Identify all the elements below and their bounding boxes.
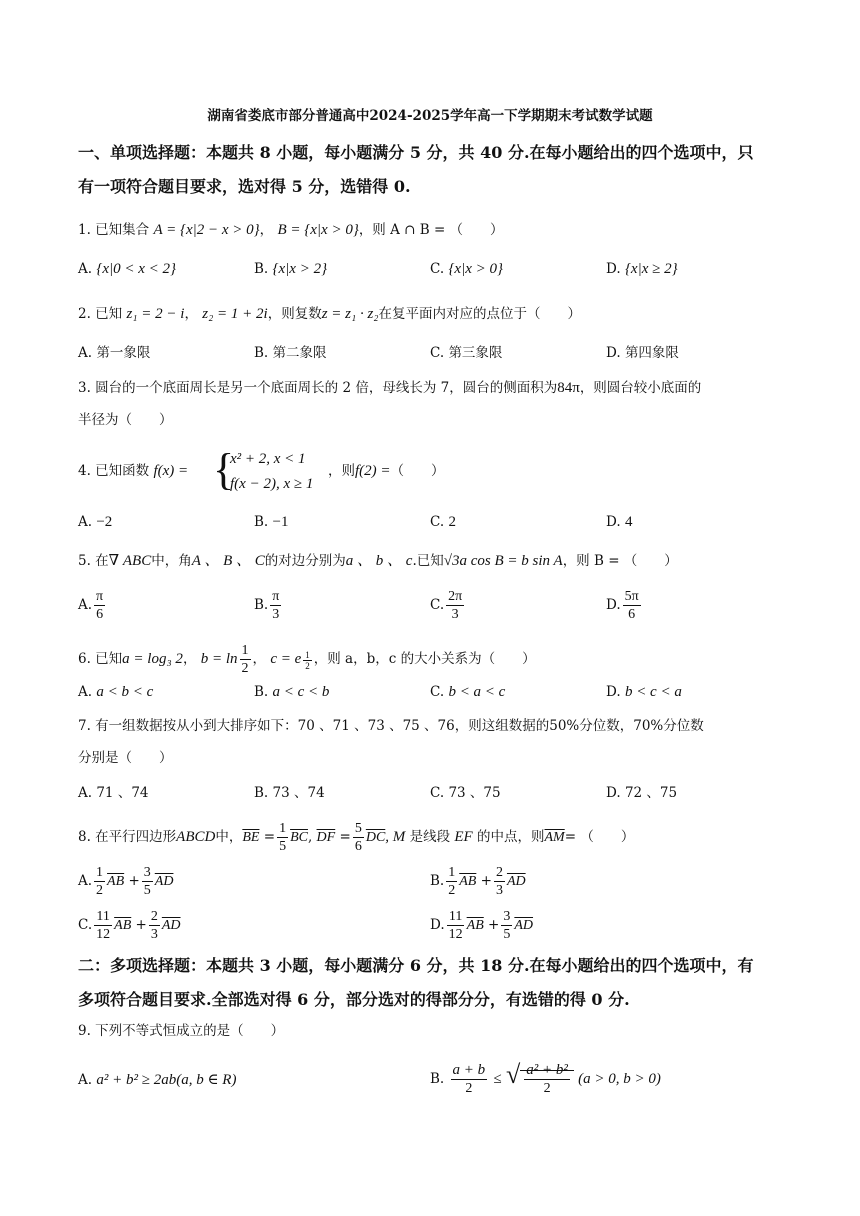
q5-option-d-den: 6 xyxy=(628,607,636,622)
q8-option-b-v2: $\overline{AD}$ xyxy=(506,874,526,889)
q5-option-c-label: C. xyxy=(430,597,445,613)
q7-option-b-label: B. xyxy=(254,785,269,801)
question-3-line2: 半径为（ ） xyxy=(78,412,173,428)
q8-be-den: 5 xyxy=(279,839,287,854)
q6-option-c-text: b < a < c xyxy=(448,684,506,700)
exam-title: 湖南省娄底市部分普通高中2024-2025学年高一下学期期末考试数学试题 xyxy=(207,108,653,124)
q9-option-b-rad-den: 2 xyxy=(543,1081,551,1096)
q6-c-exp-num: 1 xyxy=(305,649,310,660)
q8-option-a-n2: 3 xyxy=(143,865,151,880)
q9-option-a-text: a² + b² ≥ 2ab(a, b ∈ R) xyxy=(96,1072,237,1088)
q8-option-b-d1: 2 xyxy=(448,883,456,898)
q8-option-a-d1: 2 xyxy=(96,883,104,898)
q5-option-a-fraction xyxy=(94,588,105,623)
section2-heading-line2: 多项符合题目要求.全部选对得 6 分，部分选对的得部分分，有选错的得 0 分. xyxy=(78,990,630,1009)
question-4-stem-left xyxy=(78,461,188,481)
q8-vec-be: $\overline{BE}$ xyxy=(242,830,260,845)
q6-option-d[interactable] xyxy=(606,682,682,702)
q7-option-d[interactable] xyxy=(606,783,677,803)
q6-b-num: 1 xyxy=(241,643,249,658)
q6-option-a-label: A. xyxy=(78,684,93,700)
q6-option-d-label: D. xyxy=(606,684,621,700)
q8-option-a-frac2 xyxy=(142,864,153,899)
q1-option-c-text: {x|x > 0} xyxy=(448,261,503,277)
q8-seg: 是线段 xyxy=(409,829,451,845)
q5-option-b-num: π xyxy=(272,589,280,604)
q8-option-c-n1: 11 xyxy=(96,909,110,924)
question-3-line1 xyxy=(78,378,701,398)
q8-option-d-d2: 5 xyxy=(503,927,511,942)
q1-option-b[interactable] xyxy=(254,259,327,279)
q1-set-a: A = {x|2 − x > 0} xyxy=(153,222,260,238)
q8-option-c-frac2 xyxy=(149,908,160,943)
question-8-stem: 8. 在平行四边形ABCD中，$\overline{BE}$ = $\frac{1}{5}$ $\overline{BC}$, $\overline{DF}$ = $\frac{5}{6}$ $\overline{DC}$, M 是线段 EF 的中点，则$\overline{AM}=$ （ ） xyxy=(78,821,635,854)
q1-option-d[interactable] xyxy=(606,259,678,279)
question-1-stem: 1. 已知集合 A = {x|2 − x > 0}， B = {x|x > 0}，则 A ∩ B = （ ） xyxy=(78,222,504,238)
q8-option-c-v2: $\overline{AD}$ xyxy=(161,918,181,933)
q2-option-b-label: B. xyxy=(254,345,269,361)
q4-tail: ，则 xyxy=(328,463,355,479)
q8-option-d-label: D. xyxy=(430,917,445,933)
q8-option-b-v1: $\overline{AB}$ xyxy=(459,874,477,889)
q5-mid3: .已知 xyxy=(412,553,444,569)
q5-mid1: 中，角 xyxy=(151,553,192,569)
q9-option-a[interactable] xyxy=(78,1070,236,1090)
q5-option-c-den: 3 xyxy=(451,607,459,622)
q4-option-d[interactable] xyxy=(606,512,632,532)
q5-mid2: 的对边分别为 xyxy=(264,553,346,569)
q4-case-1: x² + 2, x < 1 xyxy=(230,451,306,467)
q5-option-b-den: 3 xyxy=(272,607,280,622)
q8-option-a-v2: $\overline{AD}$ xyxy=(154,874,174,889)
q8-option-a-frac1 xyxy=(94,864,105,899)
q8-mid2: 的中点，则 xyxy=(477,829,545,845)
q2-stem-text: 2. 已知 xyxy=(78,306,123,322)
q8-ef: EF xyxy=(454,829,473,845)
q8-df-den: 6 xyxy=(354,839,362,854)
q2-z1: z₁ = 2 − i xyxy=(126,306,185,322)
q5-condition: √3a cos B = b sin A xyxy=(443,553,563,569)
q4-option-b[interactable] xyxy=(254,512,288,532)
q8-option-d-frac2 xyxy=(501,908,512,943)
q4-fx: f(x) = xyxy=(153,463,189,479)
q2-option-c-text: 第三象限 xyxy=(448,345,503,361)
q5-option-b[interactable] xyxy=(254,588,283,623)
q8-option-a-v1: $\overline{AB}$ xyxy=(107,874,125,889)
q8-option-b-n2: 2 xyxy=(495,865,503,880)
q8-be-num: 1 xyxy=(279,821,287,836)
q2-option-d[interactable] xyxy=(606,343,679,363)
q9-option-b-le: ≤ xyxy=(493,1071,502,1087)
q1-option-a-label: A. xyxy=(78,261,93,277)
q6-option-a[interactable] xyxy=(78,682,153,702)
q8-option-b-label: B. xyxy=(430,873,445,889)
q8-option-d-frac1 xyxy=(447,908,465,943)
q8-option-a-label: A. xyxy=(78,873,93,889)
q2-z2: z₂ = 1 + 2i xyxy=(202,306,268,322)
q5-option-d[interactable] xyxy=(606,588,643,623)
q8-vec-dc: $\overline{DC}$ xyxy=(365,830,386,845)
q4-f2: f(2) = xyxy=(355,463,391,479)
question-2-stem: 2. 已知 z₁ = 2 − i， z₂ = 1 + 2i，则复数z = z₁ · z₂在复平面内对应的点位于（ ） xyxy=(78,306,582,322)
q4-option-d-text: 4 xyxy=(624,514,633,530)
q4-case-2: f(x − 2), x ≥ 1 xyxy=(230,476,314,492)
q6-stem-text: 6. 已知 xyxy=(78,651,123,667)
q1-set-b: B = {x|x > 0} xyxy=(277,222,359,238)
q9-option-b[interactable] xyxy=(430,1062,661,1097)
section1-heading-line1: 一、单项选择题：本题共 8 小题，每小题满分 5 分，共 40 分.在每小题给出的四个选项中，只 xyxy=(78,143,754,162)
q6-c-exponent xyxy=(303,650,312,671)
q7-option-d-label: D. xyxy=(606,785,621,801)
q8-stem-text: 8. 在平行四边形 xyxy=(78,829,177,845)
q7-option-a-label: A. xyxy=(78,785,93,801)
q4-option-b-label: B. xyxy=(254,514,269,530)
q9-option-b-rad-fraction xyxy=(524,1062,570,1097)
q2-option-c-label: C. xyxy=(430,345,445,361)
q6-option-d-text: b < c < a xyxy=(624,684,682,700)
q8-option-a[interactable]: A. $\frac{1}{2}$ $\overline{AB}$ + $\frac{3}{5}$ $\overline{AD}$ xyxy=(78,865,174,898)
q4-stem-text: 4. 已知函数 xyxy=(78,463,150,479)
q9-option-b-left-fraction xyxy=(451,1062,488,1097)
q6-b-prefix: b = ln xyxy=(200,651,238,667)
q5-stem-text: 5. 在 xyxy=(78,553,109,569)
q4-left-brace: { xyxy=(213,445,235,494)
q6-a: a = log₃ 2 xyxy=(122,651,183,667)
q8-option-b-n1: 1 xyxy=(448,865,456,880)
q4-option-c-label: C. xyxy=(430,514,445,530)
q4-option-b-text: −1 xyxy=(272,514,289,530)
q5-tail: ，则 B = （ ） xyxy=(562,553,678,569)
q6-c: c = e xyxy=(270,651,302,667)
q5-option-d-fraction xyxy=(623,588,641,623)
q9-option-b-label: B. xyxy=(430,1071,445,1087)
section2-heading-line1: 二：多项选择题：本题共 3 小题，每小题满分 6 分，共 18 分.在每小题给出的四个选项中，有 xyxy=(78,956,754,975)
q5-option-c[interactable] xyxy=(430,588,466,623)
q4-option-a[interactable] xyxy=(78,512,112,532)
question-4-stem-right xyxy=(328,461,445,481)
q5-option-d-label: D. xyxy=(606,597,621,613)
q6-option-b[interactable] xyxy=(254,682,329,702)
q8-be-fraction xyxy=(277,820,288,855)
q7-option-a-text: 71 、74 xyxy=(96,785,149,801)
q2-option-a-label: A. xyxy=(78,345,93,361)
q4-option-c[interactable] xyxy=(430,512,456,532)
q6-option-c-label: C. xyxy=(430,684,445,700)
q8-m: , M xyxy=(385,829,406,845)
q8-df-num: 5 xyxy=(354,821,362,836)
q7-option-a[interactable] xyxy=(78,783,149,803)
q1-option-d-label: D. xyxy=(606,261,621,277)
q8-option-d[interactable]: D. $\frac{11}{12}$ $\overline{AB}$ + $\frac{3}{5}$ $\overline{AD}$ xyxy=(430,909,534,942)
q8-option-c[interactable]: C. $\frac{11}{12}$ $\overline{AB}$ + $\frac{2}{3}$ $\overline{AD}$ xyxy=(78,909,181,942)
q7-option-b-text: 73 、74 xyxy=(272,785,325,801)
q8-option-c-d1: 12 xyxy=(96,927,111,942)
q7-option-b[interactable] xyxy=(254,783,325,803)
q6-c-exp-den: 2 xyxy=(305,660,310,671)
q4-paren: （ ） xyxy=(390,463,445,479)
q6-option-c[interactable] xyxy=(430,682,505,702)
q8-option-c-frac1 xyxy=(94,908,112,943)
q8-option-b-d2: 3 xyxy=(495,883,503,898)
q8-option-d-d1: 12 xyxy=(448,927,463,942)
q8-option-b-frac2 xyxy=(494,864,505,899)
q4-option-c-text: 2 xyxy=(448,514,456,530)
q5-option-d-num: 5π xyxy=(624,589,639,604)
q3-line1b: ，则圆台较小底面的 xyxy=(579,380,702,396)
q1-option-c-label: C. xyxy=(430,261,445,277)
q6-tail: ，则 a，b，c 的大小关系为（ ） xyxy=(313,651,536,667)
q5-triangle: ∇ ABC xyxy=(108,553,152,569)
q4-option-a-text: −2 xyxy=(96,514,113,530)
q8-mid: 中， xyxy=(215,829,243,845)
q3-area: 84π xyxy=(557,380,580,396)
q8-option-c-n2: 2 xyxy=(150,909,158,924)
question-7-line1: 7. 有一组数据按从小到大排序如下：70 、71 、73 、75 、76，则这组数据的50%分位数，70%分位数 xyxy=(78,718,704,734)
q8-abcd: ABCD xyxy=(176,829,216,845)
q8-df-fraction xyxy=(353,820,364,855)
q6-option-a-text: a < b < c xyxy=(96,684,154,700)
q7-option-c[interactable] xyxy=(430,783,501,803)
q5-option-a[interactable] xyxy=(78,588,107,623)
q7-option-c-label: C. xyxy=(430,785,445,801)
q1-option-b-text: {x|x > 2} xyxy=(272,261,328,277)
q6-b-den: 2 xyxy=(241,661,249,676)
q2-option-d-label: D. xyxy=(606,345,621,361)
q1-option-d-text: {x|x ≥ 2} xyxy=(624,261,678,277)
q8-vec-df: $\overline{DF}$ xyxy=(316,830,336,845)
q5-option-b-label: B. xyxy=(254,597,269,613)
q5-option-b-fraction xyxy=(270,588,281,623)
section1-heading-line2: 有一项符合题目要求，选对得 5 分，选错得 0. xyxy=(78,177,411,196)
q5-angles: A 、 B 、 C xyxy=(191,553,265,569)
q2-mid: ，则复数 xyxy=(267,306,322,322)
q8-option-d-n1: 11 xyxy=(448,909,463,924)
q5-sides: a 、 b 、 c xyxy=(345,553,413,569)
q5-option-c-num: 2π xyxy=(448,589,463,604)
q8-option-a-n1: 1 xyxy=(96,865,104,880)
q5-option-a-num: π xyxy=(96,589,104,604)
q2-tail: 在复平面内对应的点位于（ ） xyxy=(378,306,582,322)
q9-option-a-label: A. xyxy=(78,1072,93,1088)
q8-vec-am: $\overline{AM}$ xyxy=(544,830,565,845)
q1-option-a-text: {x|0 < x < 2} xyxy=(96,261,177,277)
q8-option-c-v1: $\overline{AB}$ xyxy=(114,918,132,933)
question-6-stem: 6. 已知a = log₃ 2， b = ln $\frac{1}{2}$ ， c = e $\frac{1}{2}$ ，则 a，b，c 的大小关系为（ ） xyxy=(78,643,536,676)
q5-option-a-den: 6 xyxy=(96,607,104,622)
q4-option-a-label: A. xyxy=(78,514,93,530)
q2-option-a[interactable] xyxy=(78,343,150,363)
q2-option-c[interactable] xyxy=(430,343,502,363)
q2-option-b[interactable] xyxy=(254,343,327,363)
q9-option-b-num: a + b xyxy=(452,1062,486,1078)
q8-vec-bc: $\overline{BC}$ xyxy=(290,830,308,845)
question-9-stem: 9. 下列不等式恒成立的是（ ） xyxy=(78,1023,285,1039)
q8-option-b[interactable]: B. $\frac{1}{2}$ $\overline{AB}$ + $\frac{2}{3}$ $\overline{AD}$ xyxy=(430,865,526,898)
q7-option-d-text: 72 、75 xyxy=(624,785,678,801)
q5-option-a-label: A. xyxy=(78,597,93,613)
q2-option-d-text: 第四象限 xyxy=(624,345,679,361)
q9-option-b-radical: √ xyxy=(505,1060,521,1089)
q2-option-a-text: 第一象限 xyxy=(96,345,151,361)
q1-stem-text: 1. 已知集合 xyxy=(78,222,150,238)
q2-z: z = z₁ · z₂ xyxy=(321,306,379,322)
q6-b-fraction xyxy=(240,642,251,677)
q8-option-d-v1: $\overline{AB}$ xyxy=(466,918,484,933)
q9-option-b-cond: (a > 0, b > 0) xyxy=(578,1071,661,1087)
q5-option-c-fraction xyxy=(446,588,464,623)
q9-option-b-rad-num: a² + b² xyxy=(526,1062,568,1078)
q6-option-b-text: a < c < b xyxy=(272,684,330,700)
q8-option-d-n2: 3 xyxy=(503,909,511,924)
q6-option-b-label: B. xyxy=(254,684,269,700)
q1-option-b-label: B. xyxy=(254,261,269,277)
q1-option-c[interactable] xyxy=(430,259,503,279)
q7-option-c-text: 73 、75 xyxy=(448,785,501,801)
q1-tail: ，则 A ∩ B = （ ） xyxy=(358,222,504,238)
q8-option-d-v2: $\overline{AD}$ xyxy=(514,918,534,933)
q1-option-a[interactable] xyxy=(78,259,176,279)
q8-option-c-d2: 3 xyxy=(150,927,158,942)
question-7-line2: 分别是（ ） xyxy=(78,750,173,766)
q9-option-b-den: 2 xyxy=(465,1081,473,1096)
q8-option-c-label: C. xyxy=(78,917,93,933)
q4-option-d-label: D. xyxy=(606,514,621,530)
q3-line1a: 3. 圆台的一个底面周长是另一个底面周长的 2 倍，母线长为 7，圆台的侧面积为 xyxy=(78,380,558,396)
q8-option-a-d2: 5 xyxy=(143,883,151,898)
q8-tail: = （ ） xyxy=(564,829,635,845)
question-5-stem xyxy=(78,551,678,571)
q2-option-b-text: 第二象限 xyxy=(272,345,327,361)
q8-option-b-frac1 xyxy=(446,864,457,899)
